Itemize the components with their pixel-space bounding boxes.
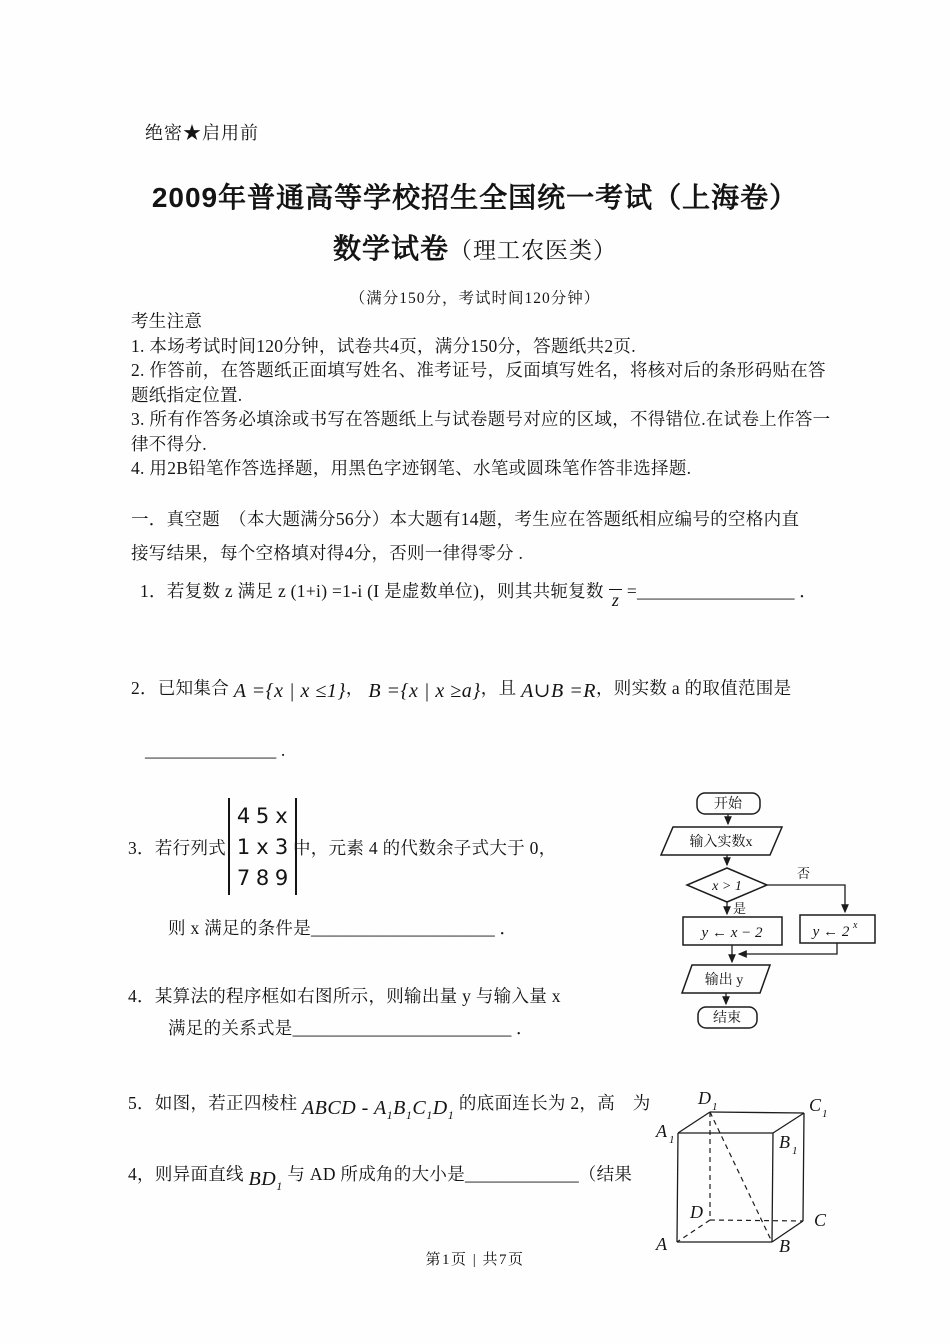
- edge-b1b: [772, 1133, 773, 1242]
- det-cell: 7: [236, 865, 251, 890]
- vertex-label-a: A: [656, 1234, 667, 1254]
- prism-part: B: [393, 1097, 406, 1119]
- bd-sub: 1: [276, 1179, 283, 1193]
- notice-heading: 考生注意: [131, 311, 203, 331]
- q4-answer-blank: _________________________: [292, 1018, 512, 1038]
- edge-a1d1: [678, 1112, 710, 1133]
- flowchart-no-label: 否: [797, 866, 811, 881]
- prism-part: ABCD - A: [301, 1097, 387, 1119]
- q5-lead: 5．如图，若正四棱柱: [128, 1093, 298, 1113]
- q2-comma2: ，且: [480, 678, 517, 698]
- vertex-label-d: D: [690, 1202, 703, 1222]
- question-4-answer-line: [168, 1016, 534, 1041]
- question-1: [140, 579, 818, 610]
- q5-prism-name: [301, 1097, 455, 1122]
- vertex-label-b: B: [779, 1236, 790, 1256]
- q2-tail: ，则实数 a 的取值范围是: [595, 678, 792, 698]
- edge-b1c1: [773, 1113, 804, 1133]
- subtitle-main: 数学试卷: [332, 233, 449, 264]
- vertex-label-b1: B: [779, 1132, 790, 1152]
- prism-sub: 1: [386, 1108, 394, 1122]
- edge-da-hidden: [677, 1220, 710, 1242]
- vertex-label-c: C: [814, 1210, 827, 1230]
- diagonal-d1b: [710, 1112, 772, 1242]
- notice-item-4: 4. 用2B铅笔作答选择题，用黑色字迹钢笔、水笔或圆珠笔作答非选择题.: [131, 458, 692, 478]
- det-cell: 1: [236, 834, 251, 859]
- flowchart-end-label: 结束: [713, 1011, 741, 1026]
- prism-part: C: [412, 1097, 427, 1119]
- q2-answer-blank: _______________: [145, 740, 277, 760]
- question-3-answer-line: [168, 916, 517, 941]
- notice-item-3-cont: 律不得分.: [131, 433, 207, 454]
- algorithm-flowchart: [630, 782, 882, 1040]
- q2-set-a: A ={x | x ≤1}: [233, 680, 346, 702]
- det-cell: 9: [274, 865, 289, 890]
- q5-line2-mid: 与 AD 所成角的大小是: [287, 1164, 466, 1184]
- flowchart-assign-right-exponent: x: [853, 920, 858, 931]
- vertex-sub-b1: 1: [792, 1145, 798, 1157]
- prism-figure: [645, 1078, 845, 1260]
- flowchart-start-label: 开始: [714, 797, 742, 812]
- notice-item-2: 2. 作答前，在答题纸正面填写姓名、准考证号，反面填写姓名，将核对后的条形码贴在答: [131, 360, 826, 380]
- q5-bd1: [248, 1168, 283, 1193]
- q3-answer-blank: _____________________: [311, 918, 495, 938]
- q2-union: A∪B =R: [521, 680, 596, 702]
- q3-determinant: [228, 798, 297, 895]
- section1-heading-line1: 一．真空题 （本大题满分56分）本大题有14题，考生应在答题纸相应编号的空格内直: [131, 509, 800, 529]
- notice-item-2-cont: 题纸指定位置.: [131, 384, 243, 405]
- q5-tail1: 的底面连长为 2，高 为: [458, 1093, 651, 1113]
- question-2: [131, 676, 791, 704]
- vertex-label-a1: A: [656, 1121, 667, 1141]
- vertex-sub-c1: 1: [822, 1108, 828, 1120]
- notice-block: [131, 309, 830, 481]
- page-title: 2009年普通高等学校招生全国统一考试（上海卷）: [151, 182, 799, 213]
- determinant-row: [234, 831, 291, 862]
- subtitle-note: （理工农医类）: [449, 238, 617, 263]
- q4-line1: 4．某算法的程序框如右图所示，则输出量 y 与输入量 x: [128, 986, 561, 1006]
- page-footer: 第1页 | 共7页: [425, 1252, 525, 1268]
- edge-d1c1: [710, 1112, 804, 1113]
- det-cell: x: [275, 803, 288, 828]
- edge-a1a: [677, 1133, 678, 1242]
- q2-lead: 2．已知集合: [131, 678, 230, 698]
- q3-lead: 3．若行列式: [128, 838, 227, 858]
- det-cell: 5: [255, 803, 270, 828]
- classification-label: 绝密★启用前: [145, 123, 259, 143]
- q3-period: ．: [499, 918, 518, 938]
- flowchart-assign-left-label: y ← x − 2: [701, 925, 763, 941]
- q1-answer-blank: __________________: [637, 581, 795, 601]
- q2-set-b: B ={x | x ≥a}: [368, 680, 481, 702]
- det-cell: 4: [236, 803, 251, 828]
- prism-sub: 1: [447, 1108, 455, 1122]
- q5-line2-end: （结果: [578, 1164, 633, 1184]
- vertex-sub-d1: 1: [712, 1101, 718, 1113]
- edge-c1c: [803, 1113, 804, 1221]
- score-time-line: （满分150分，考试时间120分钟）: [349, 290, 601, 307]
- q1-text: 1．若复数 z 满足 z (1+i) =1-i (I 是虚数单位)，则其共轭复数: [140, 581, 604, 601]
- q2-period: .: [276, 740, 286, 760]
- det-cell: 8: [255, 865, 270, 890]
- vertex-sub-a1: 1: [669, 1134, 675, 1146]
- flowchart-yes-label: 是: [733, 901, 747, 916]
- q5-line2-lead: 4，则异面直线: [128, 1164, 244, 1184]
- det-cell: x: [256, 834, 269, 859]
- prism-sub: 1: [405, 1108, 413, 1122]
- q3-tail: 中，元素 4 的代数余子式大于 0，: [293, 838, 557, 858]
- prism-sub: 1: [426, 1108, 433, 1122]
- question-5-line2: [128, 1162, 632, 1192]
- notice-item-1: 1. 本场考试时间120分钟，试卷共4页，满分150分，答题纸共2页.: [131, 335, 636, 356]
- q1-period: ．: [799, 581, 818, 601]
- notice-item-3: 3. 所有作答务必填涂或书写在答题纸上与试卷题号对应的区域，不得错位.在试卷上作答一: [131, 409, 831, 429]
- q5-answer-blank: _____________: [465, 1164, 579, 1184]
- flowchart-assign-right-label: y ← 2: [812, 924, 850, 940]
- page-subtitle: [0, 227, 950, 267]
- flowchart-condition-label: x > 1: [712, 879, 742, 894]
- section1-heading-line2: 接写结果，每个空格填对得4分，否则一律得零分 .: [131, 543, 524, 563]
- question-2-answer-line: [145, 738, 286, 763]
- q4-period: ．: [511, 1018, 534, 1038]
- question-5-line1: [128, 1091, 651, 1121]
- q1-conjugate-zbar: z: [609, 589, 622, 609]
- edge-dc-hidden: [710, 1220, 803, 1221]
- q1-equals: =: [626, 581, 638, 601]
- det-cell: 3: [274, 834, 289, 859]
- flow-no-branch: [767, 885, 845, 912]
- vertex-label-c1: C: [809, 1095, 822, 1115]
- q4-line2-lead: 满足的关系式是: [168, 1018, 293, 1038]
- flowchart-input-label: 输入实数x: [689, 835, 753, 850]
- vertex-label-d1: D: [698, 1088, 711, 1108]
- determinant-row: [234, 800, 291, 831]
- determinant-row: [234, 862, 291, 893]
- bd-part: BD: [248, 1168, 277, 1190]
- q3-line2-lead: 则 x 满足的条件是: [168, 918, 311, 938]
- prism-part: D: [432, 1097, 448, 1119]
- flowchart-output-label: 输出 y: [704, 973, 744, 988]
- q2-comma1: ，: [345, 678, 364, 698]
